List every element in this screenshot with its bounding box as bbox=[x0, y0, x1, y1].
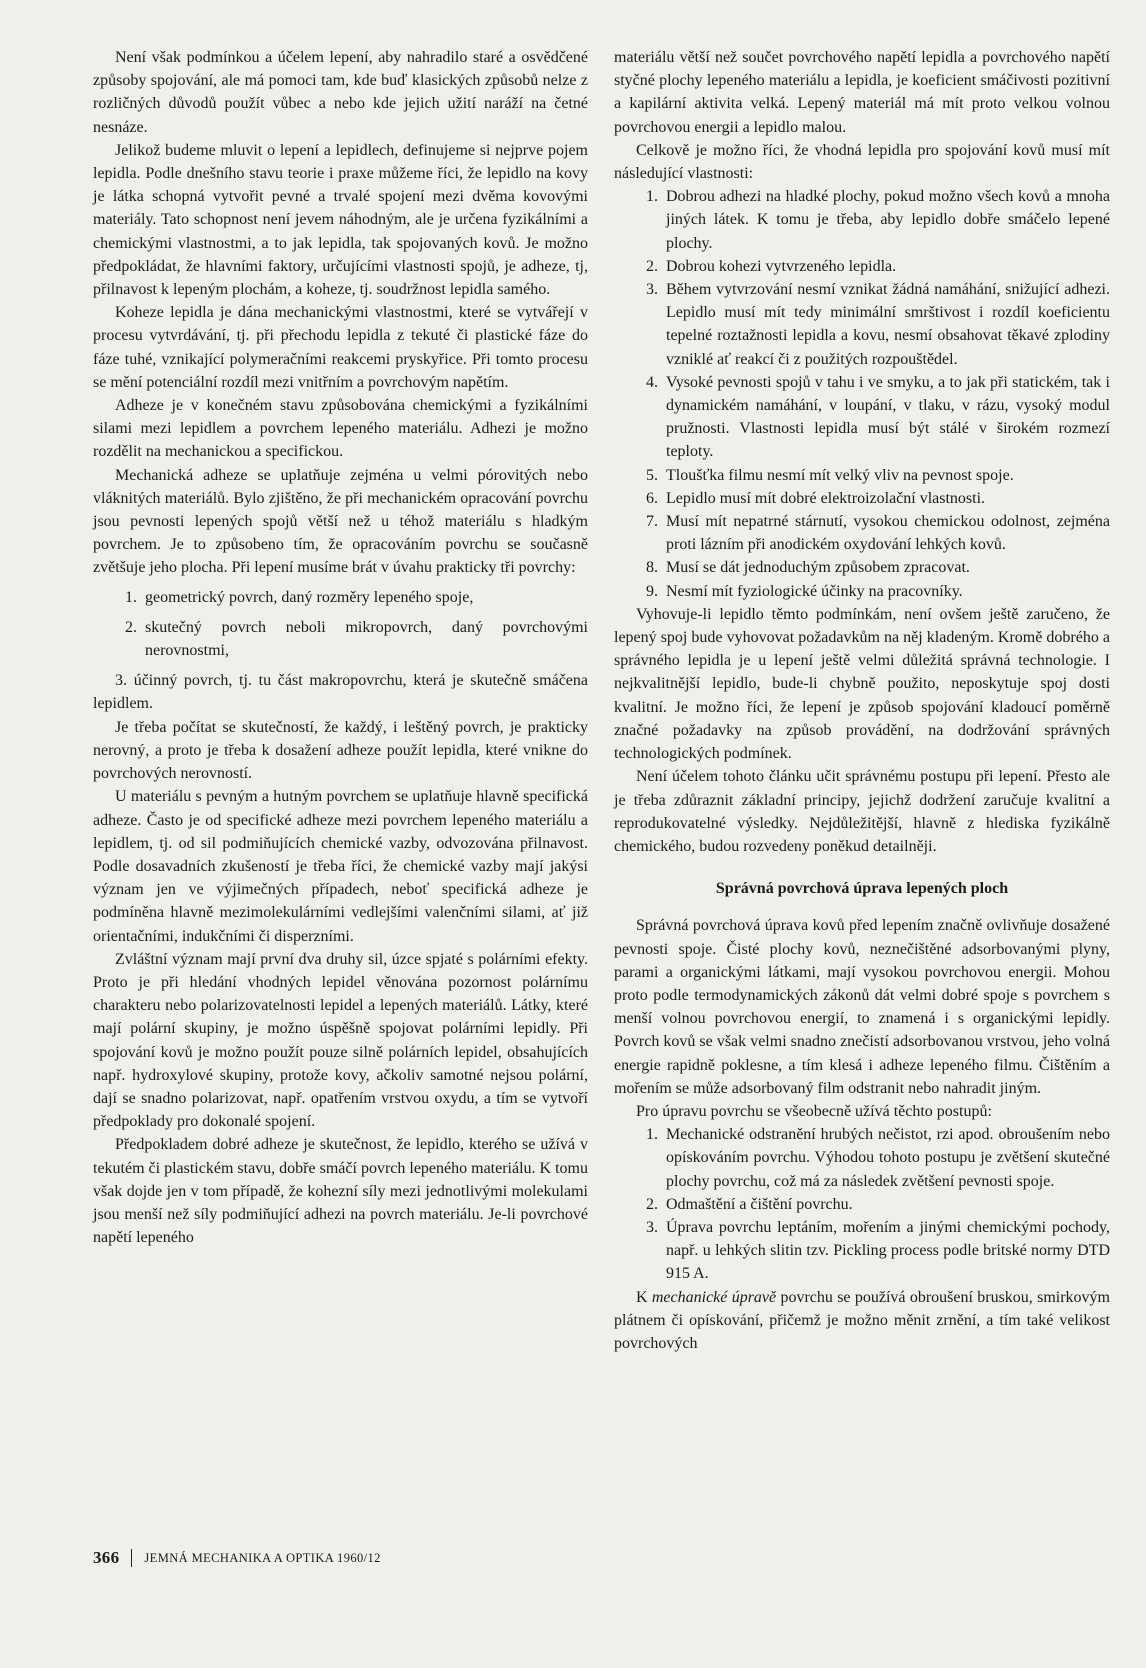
list-item: 9. Nesmí mít fyziologické účinky na pracovníky. bbox=[662, 580, 1110, 603]
list-item: 1. Dobrou adhezi na hladké plochy, pokud možno všech kovů a mnoha jiných látek. K tomu je třeba, aby lepidlo dobře smáčelo lepené plochy. bbox=[662, 185, 1110, 255]
paragraph: Je třeba počítat se skutečností, že každý, i leštěný povrch, je prakticky nerovný, a proto je třeba k dosažení adheze použít lepidla, které vnikne do povrchových nerovností. bbox=[93, 718, 588, 783]
section-heading: Správná povrchová úprava lepených ploch bbox=[715, 880, 1009, 898]
list-item: 6. Lepidlo musí mít dobré elektroizolační vlastnosti. bbox=[662, 487, 1110, 510]
paragraph: Zvláštní význam mají první dva druhy sil, úzce spjaté s polárními efekty. Proto je při hledání vhodných lepidel věnována pozornost polárnímu charakteru nebo polarizovatelnosti lepidel a lepených materiálů. Látky, které mají polární skupiny, je možno úspěšně spojovat polárními lepidly. Při spojování kovů je možno použít pouze silně polárních lepidel, obsahujících např. hydroxylové skupiny, protože kovy, ačkoliv samotné nejsou polární, dají se snadno polarizovat, např. opatřením vrstvou oxydu, a tím se vytvoří předpoklady pro dokonalé spojení. bbox=[93, 950, 588, 1131]
adhesive-properties-list bbox=[614, 185, 1110, 603]
paragraph: Celkově je možno říci, že vhodná lepidla pro spojování kovů musí mít následující vlastnosti: bbox=[614, 141, 1110, 183]
list-item: 4. Vysoké pevnosti spojů v tahu i ve smyku, a to jak při statickém, tak i dynamickém namáhání, v loupání, v tlaku, v rázu, vysoký modul pružnosti. Vlastnosti lepidla musí být stálé v širokém rozmezí teploty. bbox=[662, 371, 1110, 464]
paragraph: U materiálu s pevným a hutným povrchem se uplatňuje hlavně specifická adheze. Často je od specifické adheze mezi povrchem lepeného materiálu a lepidlem, tj. od sil podmiňujících chemické vazby, odvozována přilnavost. Podle dosavadních zkušeností je třeba říci, že chemické vazby mají jakýsi význam jen ve výjimečných případech, neboť specifická adheze je podmíněna hlavně mezimolekulárními vedlejšími valenčními silami, ať již orientačními, indukčními či disperzními. bbox=[93, 788, 588, 945]
paragraph: Koheze lepidla je dána mechanickými vlastnostmi, které se vytvářejí v procesu vytvrdávání, tj. při přechodu lepidla z tekuté či plastické fáze do fáze tuhé, vznikající polymeračními reakcemi pryskyřice. Při tomto procesu se mění potenciální rozdíl mezi vnitřním a povrchovým napětím. bbox=[93, 304, 588, 391]
list-item: 8. Musí se dát jednoduchým způsobem zpracovat. bbox=[662, 556, 1110, 579]
list-item-continued: 3. účinný povrch, tj. tu část makropovrchu, která je skutečně smáčena lepidlem. bbox=[93, 672, 588, 713]
paragraph: Vyhovuje-li lepidlo těmto podmínkám, není ovšem ještě zaručeno, že lepený spoj bude vyhovovat požadavkům na něj kladeným. Kromě dobrého a správného lepidla je u lepení ještě velmi důležitá správná technologie. I nejkvalitnější lepidlo, bude-li chybně použito, neposkytuje spoj dosti kvalitní. Je možno říci, že lepení je způsob spojování kladoucí poměrně značné požadavky na způsob provádění, na dodržování správných technologických podmínek. bbox=[614, 605, 1110, 763]
list-item: 1. Mechanické odstranění hrubých nečistot, rzi apod. obroušením nebo opískováním povrchu. Výhodou tohoto postupu je zvětšení skutečné plochy povrchu, což má za následek zvětšení pevnosti spoje. bbox=[662, 1123, 1110, 1193]
surface-types-list bbox=[93, 586, 588, 663]
right-column bbox=[614, 46, 1110, 1355]
journal-title: JEMNÁ MECHANIKA A OPTIKA 1960/12 bbox=[144, 1550, 381, 1565]
paragraph: Mechanická adheze se uplatňuje zejména u velmi pórovitých nebo vláknitých materiálů. Bylo zjištěno, že při mechanickém opracování povrchu jsou pevnosti lepených spojů větší než u téhož materiálu s hladkým povrchem. Je to způsobeno tím, že opracováním povrchu se současně zvětšuje jeho plocha. Při lepení musíme brát v úvahu prakticky tři povrchy: bbox=[93, 466, 588, 577]
paragraph: Není však podmínkou a účelem lepení, aby nahradilo staré a osvědčené způsoby spojování, ale má pomoci tam, kde buď klasických způsobů nelze z rozličných důvodů použít vůbec a nebo kde jejich užití naráží na četné nesnáze. bbox=[93, 49, 588, 136]
paragraph: Pro úpravu povrchu se všeobecně užívá těchto postupů: bbox=[636, 1102, 992, 1120]
list-item: 5. Tloušťka filmu nesmí mít velký vliv na pevnost spoje. bbox=[662, 464, 1110, 487]
paragraph: Jelikož budeme mluvit o lepení a lepidlech, definujeme si nejprve pojem lepidla. Podle dnešního stavu teorie i praxe můžeme říci, že lepidlo na kovy je látka schopná vytvořit pevné a trvalé spojení mezi dvěma kovovými materiály. Tato schopnost není jevem náhodným, ale je určena fyzikálními a chemickými vlastnostmi, a to jak lepidla, tak spojovaných kovů. Je možno předpokládat, že hlavními faktory, určujícími vlastnosti spojů, je adheze, tj, přilnavost k lepeným plochám, a koheze, tj. soudržnost lepidla samého. bbox=[93, 141, 588, 299]
text-run: povrchu se používá obroušení bruskou, smirkovým plátnem či opískování, přičemž je možno měnit zrnění, a tím také velikost povrchových bbox=[614, 1288, 1111, 1352]
footer-divider bbox=[131, 1549, 132, 1567]
left-column bbox=[93, 46, 588, 1249]
paragraph: Správná povrchová úprava kovů před lepením značně ovlivňuje dosažené pevnosti spoje. Čisté plochy kovů, neznečištěné adsorbovanými plyny, parami a organickými látkami, mají vysokou povrchovou energii. Mohou proto podle termodynamických zákonů dát velmi dobré spoje s povrchem s menší volnou povrchovou energií, to znamená i s organickými lepidly. Povrch kovů se však velmi snadno znečistí adsorbovanou vrstvou, jeho volná energie rapidně poklesne, a tím klesá i adheze lepeného filmu. Čištěním a mořením se může adsorbovaný film odstranit nebo nahradit jiným. bbox=[614, 917, 1110, 1097]
list-item: 7. Musí mít nepatrné stárnutí, vysokou chemickou odolnost, zejména proti lázním při anodickém oxydování lehkých kovů. bbox=[662, 510, 1110, 556]
paragraph bbox=[614, 1286, 1110, 1356]
page-footer bbox=[93, 1548, 381, 1568]
list-item: 3. Během vytvrzování nesmí vznikat žádná namáhání, snižující adhezi. Lepidlo musí mít tedy minimální smrštivost i rozdíl koeficientu tepelné roztažnosti lepidla a kovu, nesmí obsahovat těkavé zplodiny vzniklé ať reakcí či z použitých rozpouštědel. bbox=[662, 278, 1110, 371]
text-run: K bbox=[636, 1288, 652, 1306]
paragraph: Není účelem tohoto článku učit správnému postupu při lepení. Přesto ale je třeba zdůraznit základní principy, jejichž dodržení zaručuje kvalitní a reprodukovatelné výsledky. Nejdůležitější, hlavně z hlediska fyzikálně chemického, budou rozvedeny poněkud detailněji. bbox=[614, 768, 1110, 855]
paragraph: materiálu větší než součet povrchového napětí lepidla a povrchového napětí styčné plochy lepeného materiálu a lepidla, je koeficient smáčivosti pozitivní a kapilární aktivita velká. Lepený materiál má mít proto velkou volnou povrchovou energii a lepidlo malou. bbox=[614, 49, 1110, 136]
list-item: 1. geometrický povrch, daný rozměry lepeného spoje, bbox=[141, 586, 588, 609]
page-number: 366 bbox=[93, 1548, 120, 1567]
list-item: 2. Odmaštění a čištění povrchu. bbox=[662, 1193, 1110, 1216]
paragraph: Předpokladem dobré adheze je skutečnost, že lepidlo, kterého se užívá v tekutém či plastickém stavu, dobře smáčí povrch lepeného materiálu. K tomu však dojde jen v tom případě, že kohezní síly mezi jednotlivými molekulami jsou menší než síly podmiňující adhezi na povrch materiálu. Je-li povrchové napětí lepeného bbox=[93, 1136, 588, 1247]
list-item: 3. Úprava povrchu leptáním, mořením a jinými chemickými pochody, např. u lehkých slitin tzv. Pickling process podle britské normy DTD 915 A. bbox=[662, 1216, 1110, 1286]
surface-treatment-list bbox=[614, 1123, 1110, 1285]
list-item: 2. Dobrou kohezi vytvrzeného lepidla. bbox=[662, 255, 1110, 278]
paragraph: Adheze je v konečném stavu způsobována chemickými a fyzikálními silami mezi lepidlem a povrchem lepeného materiálu. Adhezi je možno rozdělit na mechanickou a specifickou. bbox=[93, 397, 588, 461]
emphasis: mechanické úpravě bbox=[651, 1288, 777, 1306]
list-item: 2. skutečný povrch neboli mikropovrch, daný povrchovými nerovnostmi, bbox=[141, 616, 588, 662]
